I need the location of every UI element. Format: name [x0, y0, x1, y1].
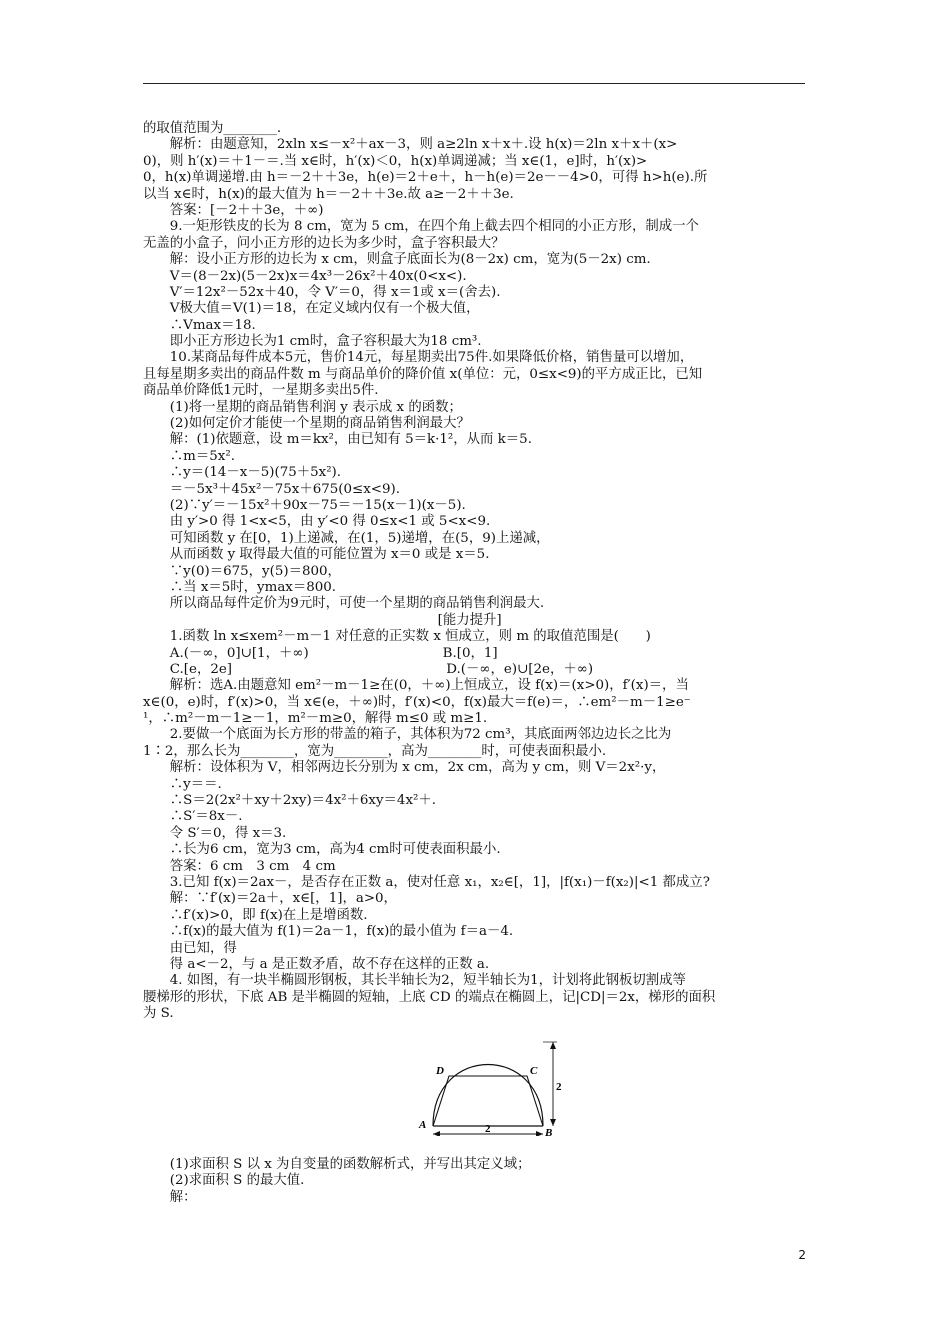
text-line: [能力提升] — [143, 612, 502, 628]
text-line: 由 y′>0 得 1<x<5，由 y′<0 得 0≤x<1 或 5<x<9. — [143, 514, 491, 530]
text-line: 解析：选A.由题意知 em²－m－1≥在(0，＋∞)上恒成立，设 f(x)＝(x>0)，f′(x)＝，当 — [143, 678, 689, 694]
text-block-bottom — [143, 1140, 807, 1206]
text-line: 1.函数 ln x≤xem²－m－1 对任意的正实数 x 恒成立，则 m 的取值范围是( ) — [143, 629, 651, 645]
label-a: A — [419, 1119, 427, 1132]
text-line: 无盖的小盒子，问小正方形的边长为多少时，盒子容积最大？ — [143, 235, 505, 251]
text-line: V＝(8－2x)(5－2x)x＝4x³－26x²＋40x(0<x<). — [143, 268, 467, 284]
text-line: 解析：设体积为 V，相邻两边长分别为 x cm，2x cm，高为 y cm，则 V＝2x²·y， — [143, 760, 666, 776]
label-c: C — [530, 1065, 538, 1078]
text-line: 0，h(x)单调递增.由 h＝－2＋＋3e，h(e)＝2＋e＋，h－h(e)＝2e－－4>0，可得 h>h(e).所 — [143, 170, 708, 186]
text-line: (2)如何定价才能使一个星期的商品销售利润最大？ — [143, 416, 470, 432]
text-line: 0)，则 h′(x)＝＋1－＝.当 x∈时，h′(x)＜0，h(x)单调递减；当 x∈(1，e]时，h′(x)> — [143, 153, 648, 169]
text-line: 的取值范围为________. — [143, 121, 282, 136]
label-b: B — [545, 1127, 553, 1137]
dim-width-label: 2 — [485, 1123, 491, 1136]
dim-height-label: 2 — [556, 1081, 562, 1094]
text-line: ∴y＝(14－x－5)(75＋5x²). — [143, 465, 342, 481]
header-rule — [143, 83, 805, 84]
text-line: C.[e，2e] D.(－∞，e)∪[2e，＋∞) — [143, 661, 594, 677]
semi-ellipse-diagram — [411, 1024, 571, 1136]
label-d: D — [436, 1065, 444, 1078]
text-line: 商品单价降低1元时，一星期多卖出5件. — [143, 383, 379, 399]
text-line: ∴S＝2(2x²＋xy＋2xy)＝4x²＋6xy＝4x²＋. — [143, 793, 437, 809]
text-line: 腰梯形的形状，下底 AB 是半椭圆的短轴，上底 CD 的端点在椭圆上，记|CD|＝2x，梯形的面积 — [143, 989, 716, 1005]
page-number: 2 — [798, 1248, 806, 1262]
text-line: V极大值＝V(1)＝18，在定义域内仅有一个极大值， — [143, 301, 480, 317]
document-body — [143, 121, 807, 1206]
text-line: 以当 x∈时，h(x)的最大值为 h＝－2＋＋3e.故 a≥－2＋＋3e. — [143, 186, 514, 202]
text-line: A.(－∞，0]∪[1，＋∞) B.[0，1] — [143, 645, 498, 661]
text-line — [143, 1140, 807, 1156]
text-line: ∴y＝＝. — [143, 776, 222, 792]
text-line: ＝－5x³＋45x²－75x＋675(0≤x<9). — [143, 481, 401, 497]
text-line: 为 S. — [143, 1006, 174, 1022]
text-block-top — [143, 121, 807, 1022]
text-line: (1)将一星期的商品销售利润 y 表示成 x 的函数； — [143, 399, 462, 415]
text-line: 解：∵f′(x)＝2a＋，x∈[，1]，a>0， — [143, 891, 397, 907]
text-line: 即小正方形边长为1 cm时，盒子容积最大为18 cm³. — [143, 334, 482, 350]
text-line: (2)∵y′＝－15x²＋90x－75＝－15(x－1)(x－5). — [143, 497, 466, 513]
text-line: ∴f′(x)>0，即 f(x)在上是增函数. — [143, 907, 368, 923]
text-line: 答案：6 cm 3 cm 4 cm — [143, 858, 336, 874]
text-line: 3.已知 f(x)＝2ax－，是否存在正数 a，使对任意 x₁，x₂∈[，1]，|f(x₁)－f(x₂)|<1 都成立? — [143, 874, 710, 890]
text-line: 得 a<－2，与 a 是正数矛盾，故不存在这样的正数 a. — [143, 956, 490, 972]
text-line: 从而函数 y 取得最大值的可能位置为 x＝0 或是 x＝5. — [143, 547, 490, 563]
text-line: ¹，∴m²－m－1≥－1，m²－m≥0，解得 m≤0 或 m≥1. — [143, 711, 488, 727]
text-line: ∴f(x)的最大值为 f(1)＝2a－1，f(x)的最小值为 f＝a－4. — [143, 924, 514, 940]
text-line: 答案：[－2＋＋3e，＋∞) — [143, 202, 324, 218]
text-line: 解：设小正方形的边长为 x cm，则盒子底面长为(8－2x) cm，宽为(5－2x) cm. — [143, 252, 651, 268]
text-line: 10.某商品每件成本5元，售价14元，每星期卖出75件.如果降低价格，销售量可以增加， — [143, 350, 694, 366]
text-line: ∴m＝5x². — [143, 448, 235, 464]
text-line: 令 S′＝0，得 x＝3. — [143, 825, 287, 841]
text-line: 可知函数 y 在[0，1)上递减，在(1，5)递增，在(5，9)上递减， — [143, 530, 550, 546]
text-line: ∴Vmax＝18. — [143, 317, 256, 333]
text-line: 解：(1)依题意，设 m＝kx²，由已知有 5＝k·1²，从而 k＝5. — [143, 432, 532, 448]
text-line: ∴当 x＝5时，ymax＝800. — [143, 579, 337, 595]
text-line: ∴S′＝8x－. — [143, 809, 243, 825]
text-line: (1)求面积 S 以 x 为自变量的函数解析式，并写出其定义域； — [143, 1156, 531, 1172]
text-line: 所以商品每件定价为9元时，可使一个星期的商品销售利润最大. — [143, 596, 545, 612]
text-line: 且每星期多卖出的商品件数 m 与商品单价的降价值 x(单位：元，0≤x<9)的平方成正比，已知 — [143, 366, 703, 382]
text-line: 4. 如图，有一块半椭圆形钢板，其长半轴长为2，短半轴长为1，计划将此钢板切割成等 — [143, 973, 686, 989]
text-line: 解： — [143, 1189, 197, 1205]
text-line: 1∶2，那么长为________，宽为________，高为________时，可使表面积最小. — [143, 743, 607, 759]
text-line: 解析：由题意知，2xln x≤－x²＋ax－3，则 a≥2ln x＋x＋.设 h(x)＝2ln x＋x＋(x> — [143, 137, 678, 153]
text-line: (2)求面积 S 的最大值. — [143, 1173, 305, 1189]
text-line: 由已知，得 — [143, 940, 237, 956]
text-line: ∵y(0)＝675，y(5)＝800， — [143, 563, 341, 579]
text-line: ∴长为6 cm，宽为3 cm，高为4 cm时可使表面积最小. — [143, 842, 501, 858]
text-line: V′＝12x²－52x＋40，令 V′＝0，得 x＝1或 x＝(舍去). — [143, 284, 501, 300]
text-line: 9.一矩形铁皮的长为 8 cm，宽为 5 cm，在四个角上截去四个相同的小正方形，制成一个 — [143, 219, 699, 235]
text-line: x∈(0，e)时，f′(x)>0，当 x∈(e，＋∞)时，f′(x)<0，f(x)最大＝f(e)＝，∴em²－m－1≥e⁻ — [143, 694, 691, 710]
figure-semi-ellipse — [143, 1024, 807, 1136]
text-line: 2.要做一个底面为长方形的带盖的箱子，其体积为72 cm³，其底面两邻边边长之比为 — [143, 727, 672, 743]
